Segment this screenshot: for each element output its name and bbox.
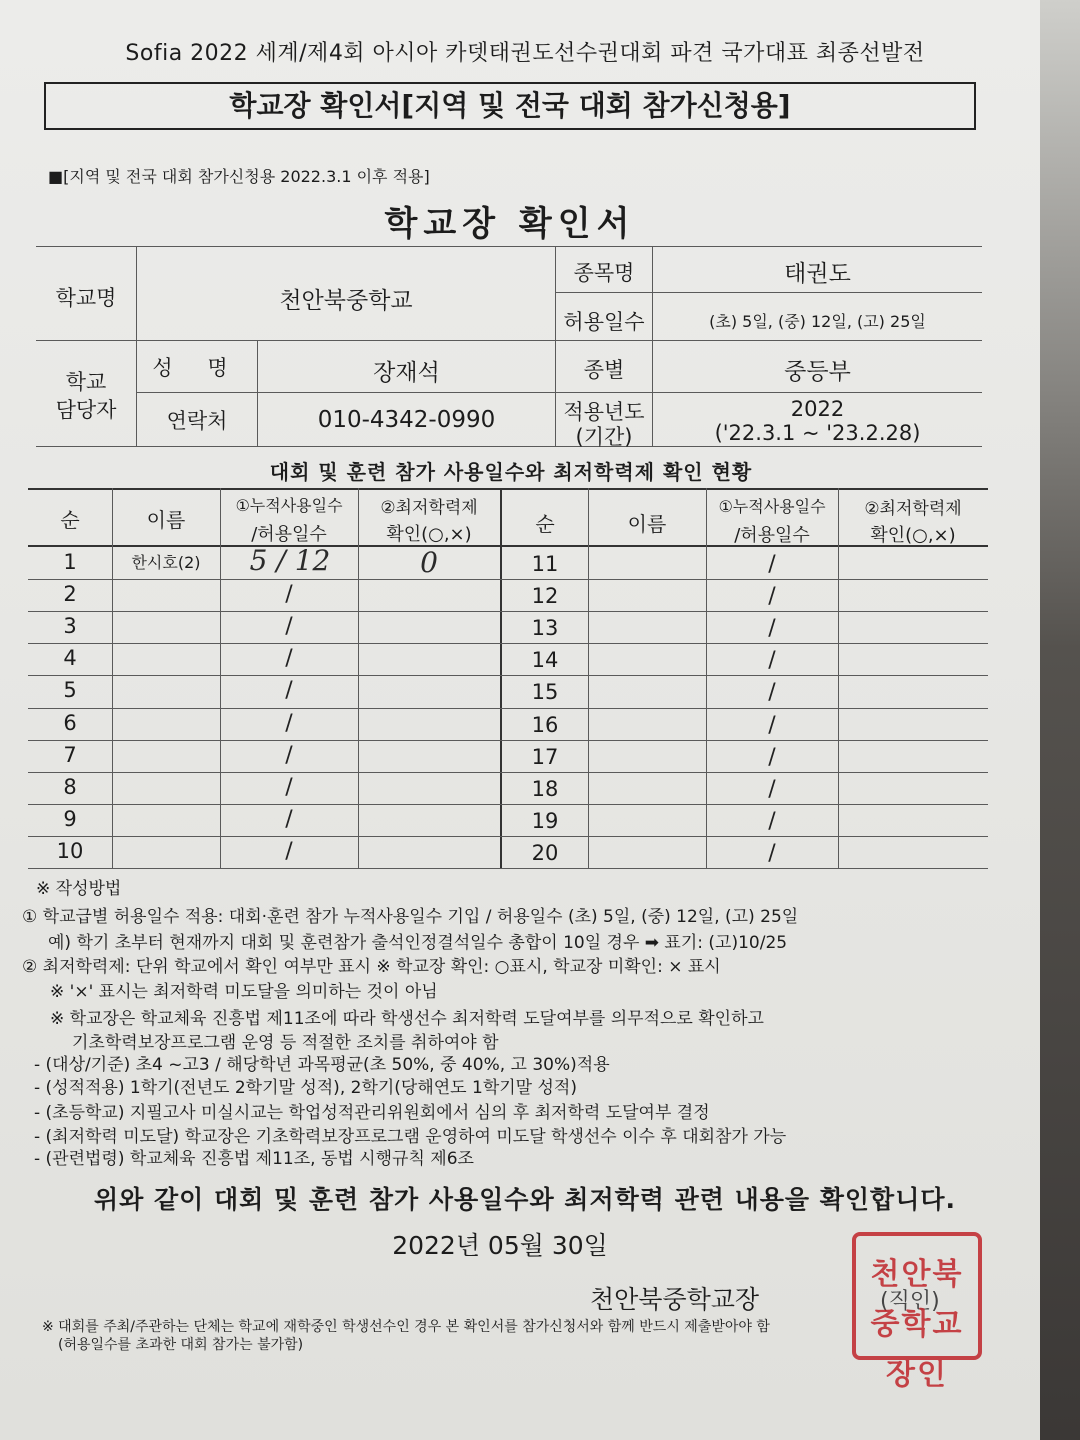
- contact-label: 연락처: [166, 409, 228, 433]
- seal-mark: (직인): [880, 1289, 940, 1314]
- year-value: 2022: [790, 397, 845, 421]
- days-slash: /: [768, 648, 776, 673]
- row-number: 15: [531, 680, 559, 704]
- manager-label-line2: 담당자: [55, 398, 117, 422]
- row-number: 12: [531, 584, 559, 608]
- header-days-left-1: ①누적사용일수: [235, 496, 343, 515]
- footnote-line2: (허용일수를 초과한 대회 참가는 불가함): [58, 1337, 304, 1353]
- division-value: 중등부: [784, 359, 851, 385]
- table-row-line: [28, 675, 988, 676]
- days-slash: /: [768, 841, 776, 866]
- page-title: 학교장 확인서: [384, 204, 636, 244]
- manager-name-value: 장재석: [373, 360, 440, 386]
- header-days-right-2: /허용일수: [734, 525, 810, 546]
- instruction-line: - (대상/기준) 초4 ~고3 / 해당학년 과목평균(초 50%, 중 40%, 고 30%)적용: [34, 1055, 610, 1075]
- row-number: 19: [531, 809, 559, 833]
- days-slash: /: [285, 711, 293, 736]
- instruction-line: - (관련법령) 학교체육 진흥법 제11조, 동법 시행규칙 제6조: [34, 1149, 474, 1169]
- form-title-box: 학교장 확인서[지역 및 전국 대회 참가신청용]: [44, 82, 976, 130]
- row-number: 4: [63, 646, 77, 670]
- header-name-left: 이름: [146, 508, 186, 532]
- instruction-line: ※ 학교장은 학교체육 진흥법 제11조에 따라 학생선수 최저학력 도달여부를 의무적으로 확인하고: [50, 1009, 764, 1029]
- days-slash: /: [768, 713, 776, 738]
- days-slash: /: [285, 743, 293, 768]
- section-title: 대회 및 훈련 참가 사용일수와 최저학력제 확인 현황: [269, 460, 753, 484]
- days-slash: /: [768, 552, 776, 577]
- principal-name: 천안북중학교장: [590, 1285, 760, 1314]
- school-name-value: 천안북중학교: [279, 288, 413, 314]
- table-row-line: [28, 708, 988, 709]
- row-number: 16: [531, 713, 559, 737]
- row-number: 13: [531, 616, 559, 640]
- background-edge: [1040, 0, 1080, 1440]
- instruction-line: 기초학력보장프로그램 운영 등 적절한 조치를 취하여야 함: [72, 1033, 499, 1053]
- days-slash: /: [768, 680, 776, 705]
- instructions-heading: ※ 작성방법: [36, 879, 122, 899]
- table-row-line: [28, 579, 988, 580]
- application-notice: ■[지역 및 전국 대회 참가신청용 2022.3.1 이후 적용]: [48, 167, 430, 186]
- row-number: 14: [531, 648, 559, 672]
- table-row-line: [28, 740, 988, 741]
- days-slash: /: [285, 678, 293, 703]
- days-slash: /: [768, 777, 776, 802]
- row-number: 7: [63, 743, 77, 767]
- issue-date: 2022년 05월 30일: [392, 1231, 608, 1260]
- days-slash: /: [285, 839, 293, 864]
- row-number: 6: [63, 711, 77, 735]
- row-number: 20: [531, 841, 559, 865]
- table-row-line: [28, 643, 988, 644]
- instruction-line: ※ '×' 표시는 최저학력 미도달을 의미하는 것이 아님: [50, 982, 438, 1002]
- days-slash: /: [285, 614, 293, 639]
- allowed-days-value: (초) 5일, (중) 12일, (고) 25일: [709, 312, 926, 331]
- row-number: 8: [63, 775, 77, 799]
- days-slash: /: [768, 584, 776, 609]
- school-name-label: 학교명: [55, 286, 117, 310]
- year-label-line2: (기간): [575, 425, 633, 449]
- sport-value: 태권도: [784, 261, 851, 287]
- header-check-right-1: ②최저학력제: [864, 499, 962, 519]
- footnote-line1: ※ 대회를 주최/주관하는 단체는 학교에 재학중인 학생선수인 경우 본 확인서를 참가신청서와 함께 반드시 제출받아야 함: [42, 1319, 770, 1335]
- row-number: 10: [56, 839, 84, 863]
- row-number: 3: [63, 614, 77, 638]
- instruction-line: - (성적적용) 1학기(전년도 2학기말 성적), 2학기(당해연도 1학기말 성적): [34, 1078, 577, 1098]
- event-title: Sofia 2022 세계/제4회 아시아 카뎃태권도선수권대회 파견 국가대표 최종선발전: [125, 41, 925, 66]
- year-period-value: ('22.3.1 ~ '23.2.28): [714, 421, 921, 445]
- allowed-days-label: 허용일수: [563, 310, 645, 334]
- row1-days-handwritten: 5 / 12: [249, 544, 331, 577]
- instruction-line: - (최저학력 미도달) 학교장은 기초학력보장프로그램 운영하여 미도달 학생선수 이수 후 대회참가 가능: [34, 1127, 787, 1147]
- row1-student-name: 한시호(2): [131, 553, 201, 572]
- row-number: 17: [531, 745, 559, 769]
- table-row-line: [28, 611, 988, 612]
- row-number: 1: [63, 550, 77, 574]
- row1-check-handwritten: 0: [420, 546, 438, 579]
- confirmation-statement: 위와 같이 대회 및 훈련 참가 사용일수와 최저학력 관련 내용을 확인합니다.: [93, 1185, 957, 1214]
- table-row-line: [28, 772, 988, 773]
- instruction-line: ① 학교급별 허용일수 적용: 대회·훈련 참가 누적사용일수 기입 / 허용일수 (초) 5일, (중) 12일, (고) 25일: [22, 907, 799, 927]
- days-slash: /: [768, 745, 776, 770]
- table-row-line: [28, 836, 988, 837]
- row-number: 11: [531, 552, 559, 576]
- row-number: 9: [63, 807, 77, 831]
- table-row-line: [28, 804, 988, 805]
- school-seal-stamp: [852, 1232, 982, 1392]
- stamp-text: 천안북중학교장인: [870, 1257, 964, 1392]
- header-days-right-1: ①누적사용일수: [718, 497, 826, 516]
- header-check-right-2: 확인(○,×): [870, 525, 956, 546]
- days-slash: /: [285, 807, 293, 832]
- sport-label: 종목명: [573, 261, 635, 285]
- days-slash: /: [285, 582, 293, 607]
- days-slash: /: [285, 646, 293, 671]
- instruction-line: - (초등학교) 지필고사 미실시교는 학업성적관리위원회에서 심의 후 최저학력 도달여부 결정: [34, 1103, 710, 1123]
- row-number: 18: [531, 777, 559, 801]
- header-days-left-2: /허용일수: [251, 524, 327, 545]
- division-label: 종별: [583, 358, 625, 382]
- days-slash: /: [768, 809, 776, 834]
- header-no-right: 순: [535, 512, 555, 536]
- instruction-line: ② 최저학력제: 단위 학교에서 확인 여부만 표시 ※ 학교장 확인: ○표시, 학교장 미확인: × 표시: [22, 957, 721, 977]
- contact-value: 010-4342-0990: [317, 407, 496, 433]
- row-number: 5: [63, 678, 77, 702]
- instruction-line: 예) 학기 초부터 현재까지 대회 및 훈련참가 출석인정결석일수 총합이 10일 경우 ➡ 표기: (고)10/25: [48, 933, 788, 953]
- table-row-line: [28, 868, 988, 869]
- name-label: 성 명: [152, 356, 242, 380]
- row-number: 2: [63, 582, 77, 606]
- year-label-line1: 적용년도: [563, 400, 645, 424]
- days-slash: /: [768, 616, 776, 641]
- header-name-right: 이름: [627, 512, 667, 536]
- days-slash: /: [285, 775, 293, 800]
- header-no-left: 순: [60, 508, 80, 532]
- header-check-left-2: 확인(○,×): [386, 524, 472, 545]
- header-check-left-1: ②최저학력제: [380, 498, 478, 518]
- manager-label-line1: 학교: [65, 370, 107, 394]
